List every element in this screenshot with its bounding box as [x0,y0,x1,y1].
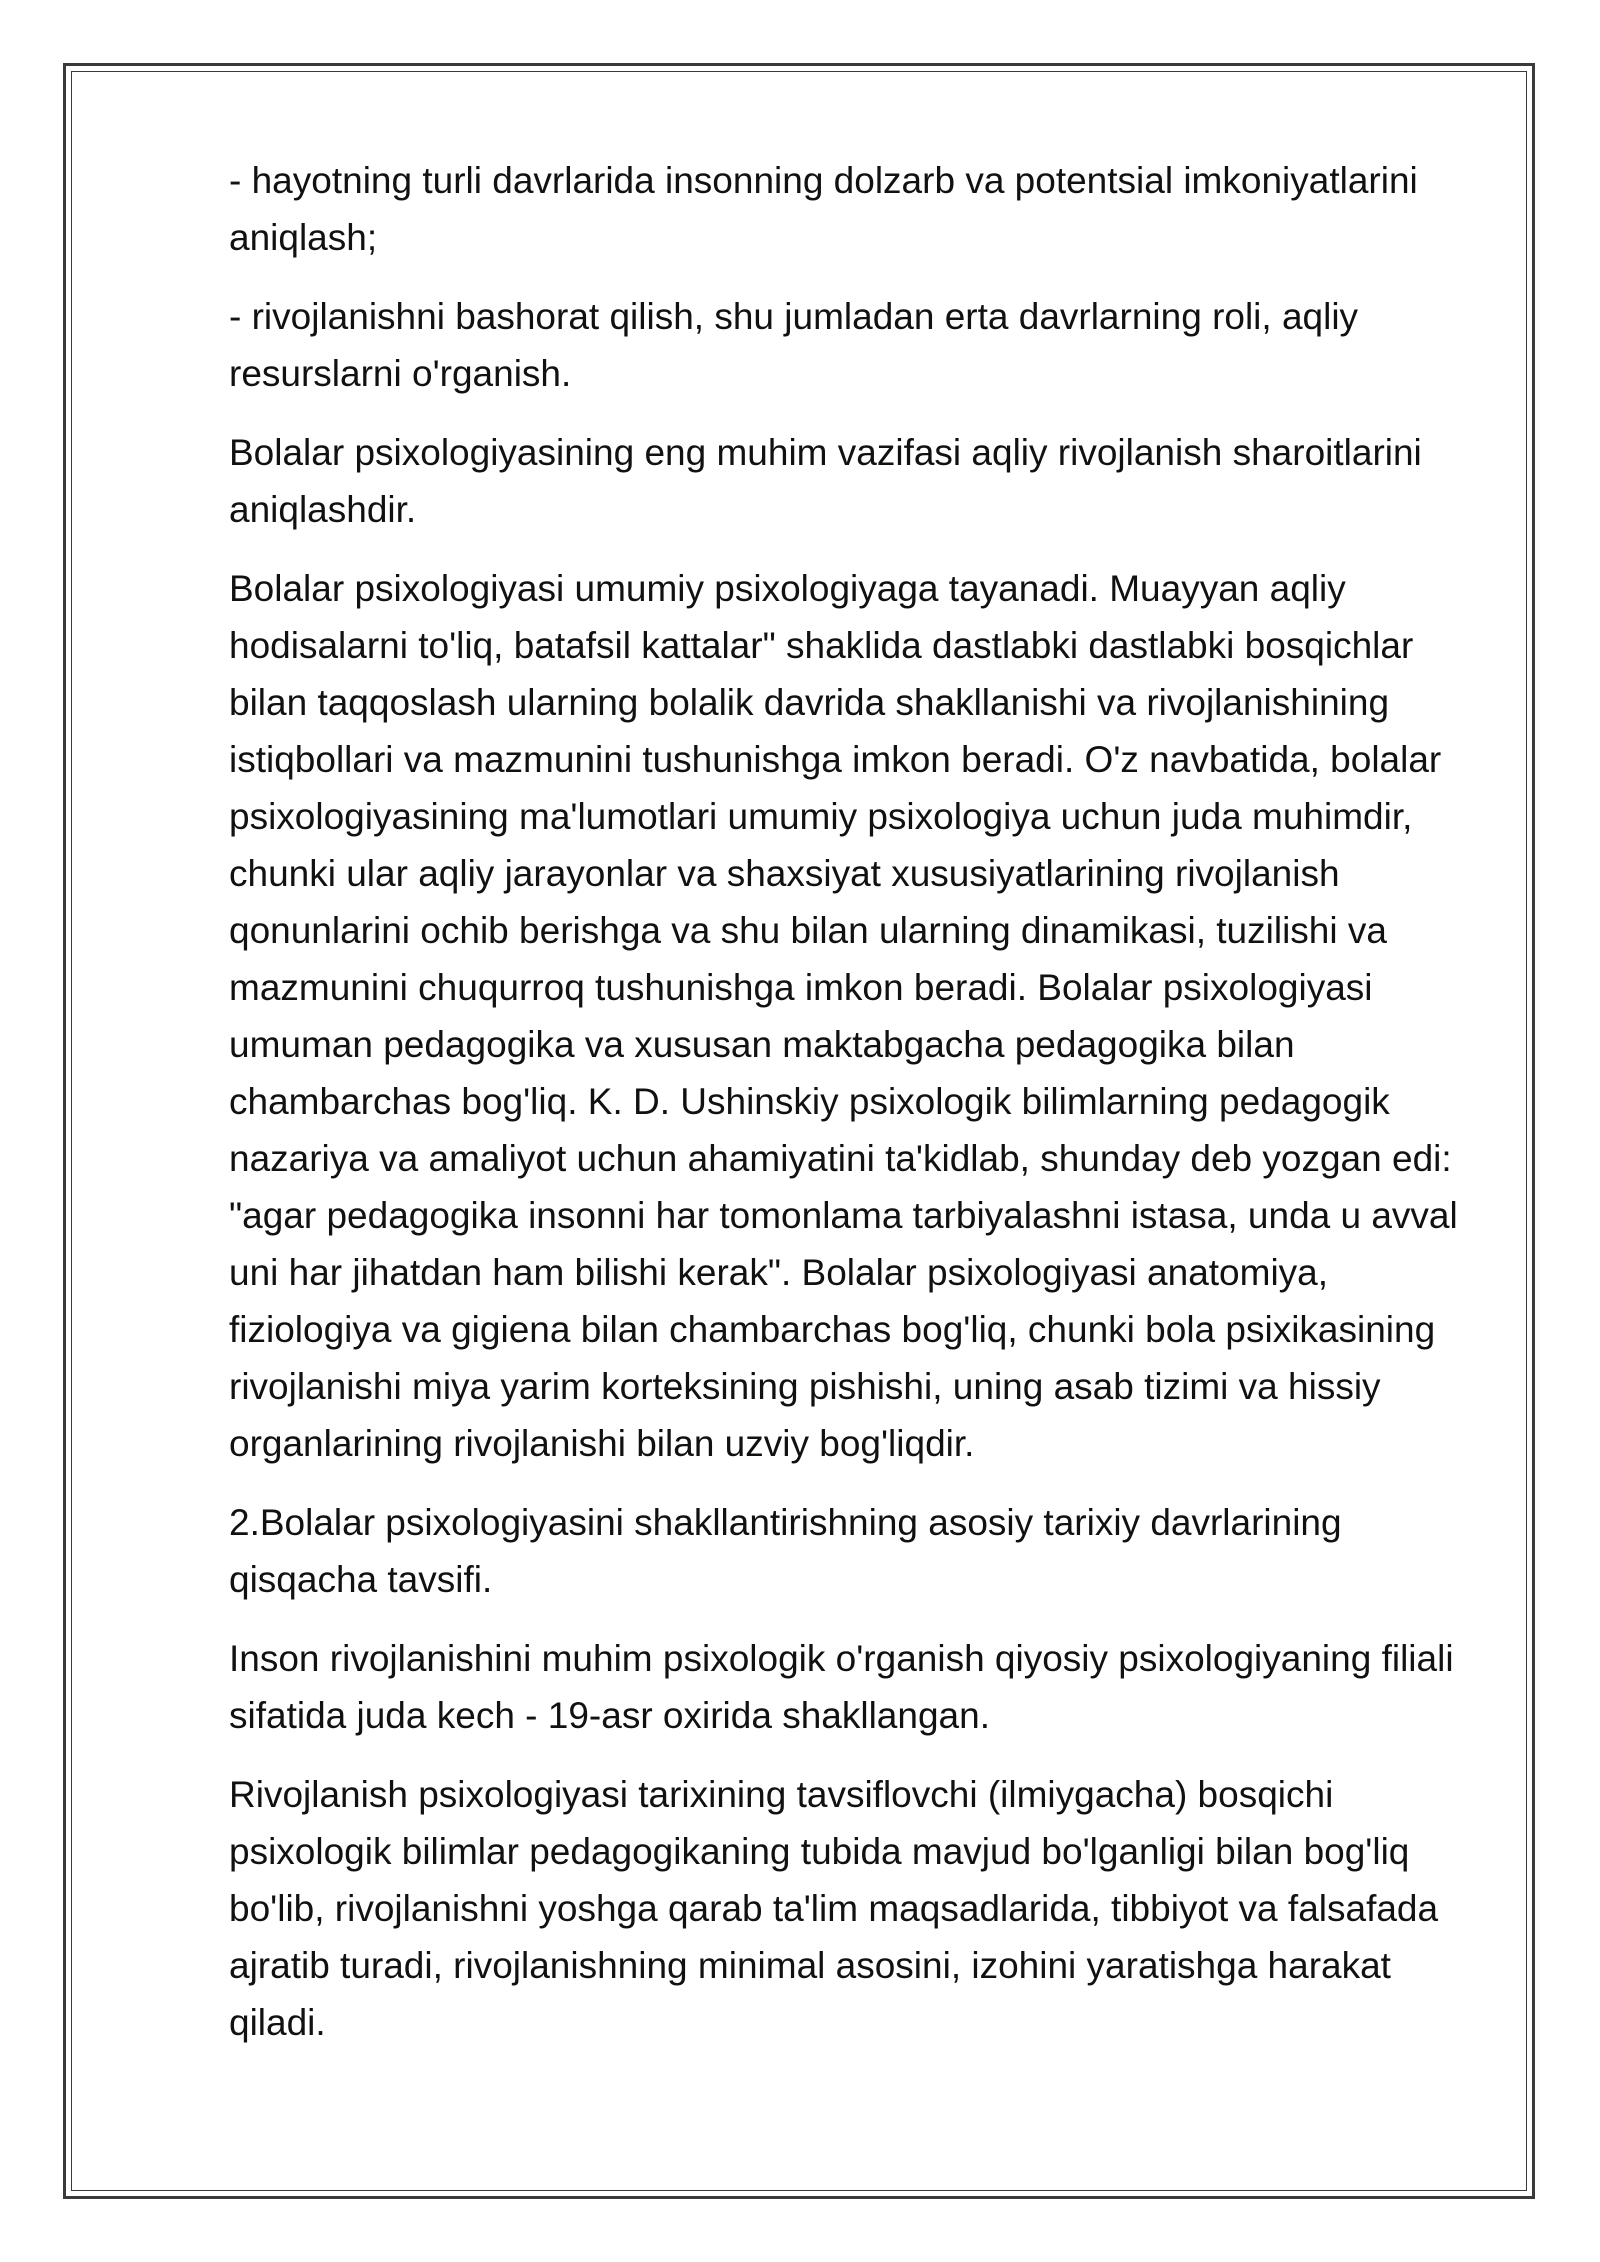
paragraph-task: Bolalar psixologiyasining eng muhim vazifasi aqliy rivojlanish sharoitlarini aniqlashdir. [229,432,1422,530]
paragraph-list-item-2: - rivojlanishni bashorat qilish, shu jumladan erta davrlarning roli, aqliy resurslarni o'rganish. [229,296,1359,394]
section-heading: 2.Bolalar psixologiyasini shakllantirishning asosiy tarixiy davrlarining qisqacha tavsifi. [229,1502,1342,1600]
paragraph-relations: Bolalar psixologiyasi umumiy psixologiyaga tayanadi. Muayyan aqliy hodisalarni to'liq, batafsil kattalar" shaklida dastlabki dastlabki bosqichlar bilan taqqoslash ularning bolalik davrida shakllanishi va rivojlanishining istiqbollari va mazmunini tushunishga imkon beradi. O'z navbatida, bolalar psixologiyasining ma'lumotlari umumiy psixologiya uchun juda muhimdir, chunki ular aqliy jarayonlar va shaxsiyat xususiyatlarining rivojlanish qonunlarini ochib berishga va shu bilan ularning dinamikasi, tuzilishi va mazmunini chuqurroq tushunishga imkon beradi. Bolalar psixologiyasi umuman pedagogika va xususan maktabgacha pedagogika bilan chambarchas bog'liq. K. D. Ushinskiy psixologik bilimlarning pedagogik nazariya va amaliyot uchun ahamiyatini ta'kidlab, shunday deb yozgan edi: "agar pedagogika insonni har tomonlama tarbiyalashni istasa, unda u avval uni har jihatdan ham bilishi kerak". Bolalar psixologiyasi anatomiya, fiziologiya va gigiena bilan chambarchas bog'liq, chunki bola psixikasining rivojlanishi miya yarim korteksining pishishi, uning asab tizimi va hissiy organlarining rivojlanishi bilan uzviy bog'liqdir. [229,568,1458,1464]
paragraph-list-item-1: - hayotning turli davrlarida insonning dolzarb va potentsial imkoniyatlarini aniqlash; [229,160,1418,258]
document-body [229,152,1494,2073]
paragraph-history-intro: Inson rivojlanishini muhim psixologik o'rganish qiyosiy psixologiyaning filiali sifatida juda kech - 19-asr oxirida shakllangan. [229,1638,1454,1736]
paragraph-descriptive-stage: Rivojlanish psixologiyasi tarixining tavsiflovchi (ilmiygacha) bosqichi psixologik bilimlar pedagogikaning tubida mavjud bo'lganligi bilan bog'liq bo'lib, rivojlanishni yoshga qarab ta'lim maqsadlarida, tibbiyot va falsafada ajratib turadi, rivojlanishning minimal asosini, izohini yaratishga harakat qiladi. [229,1774,1439,2043]
